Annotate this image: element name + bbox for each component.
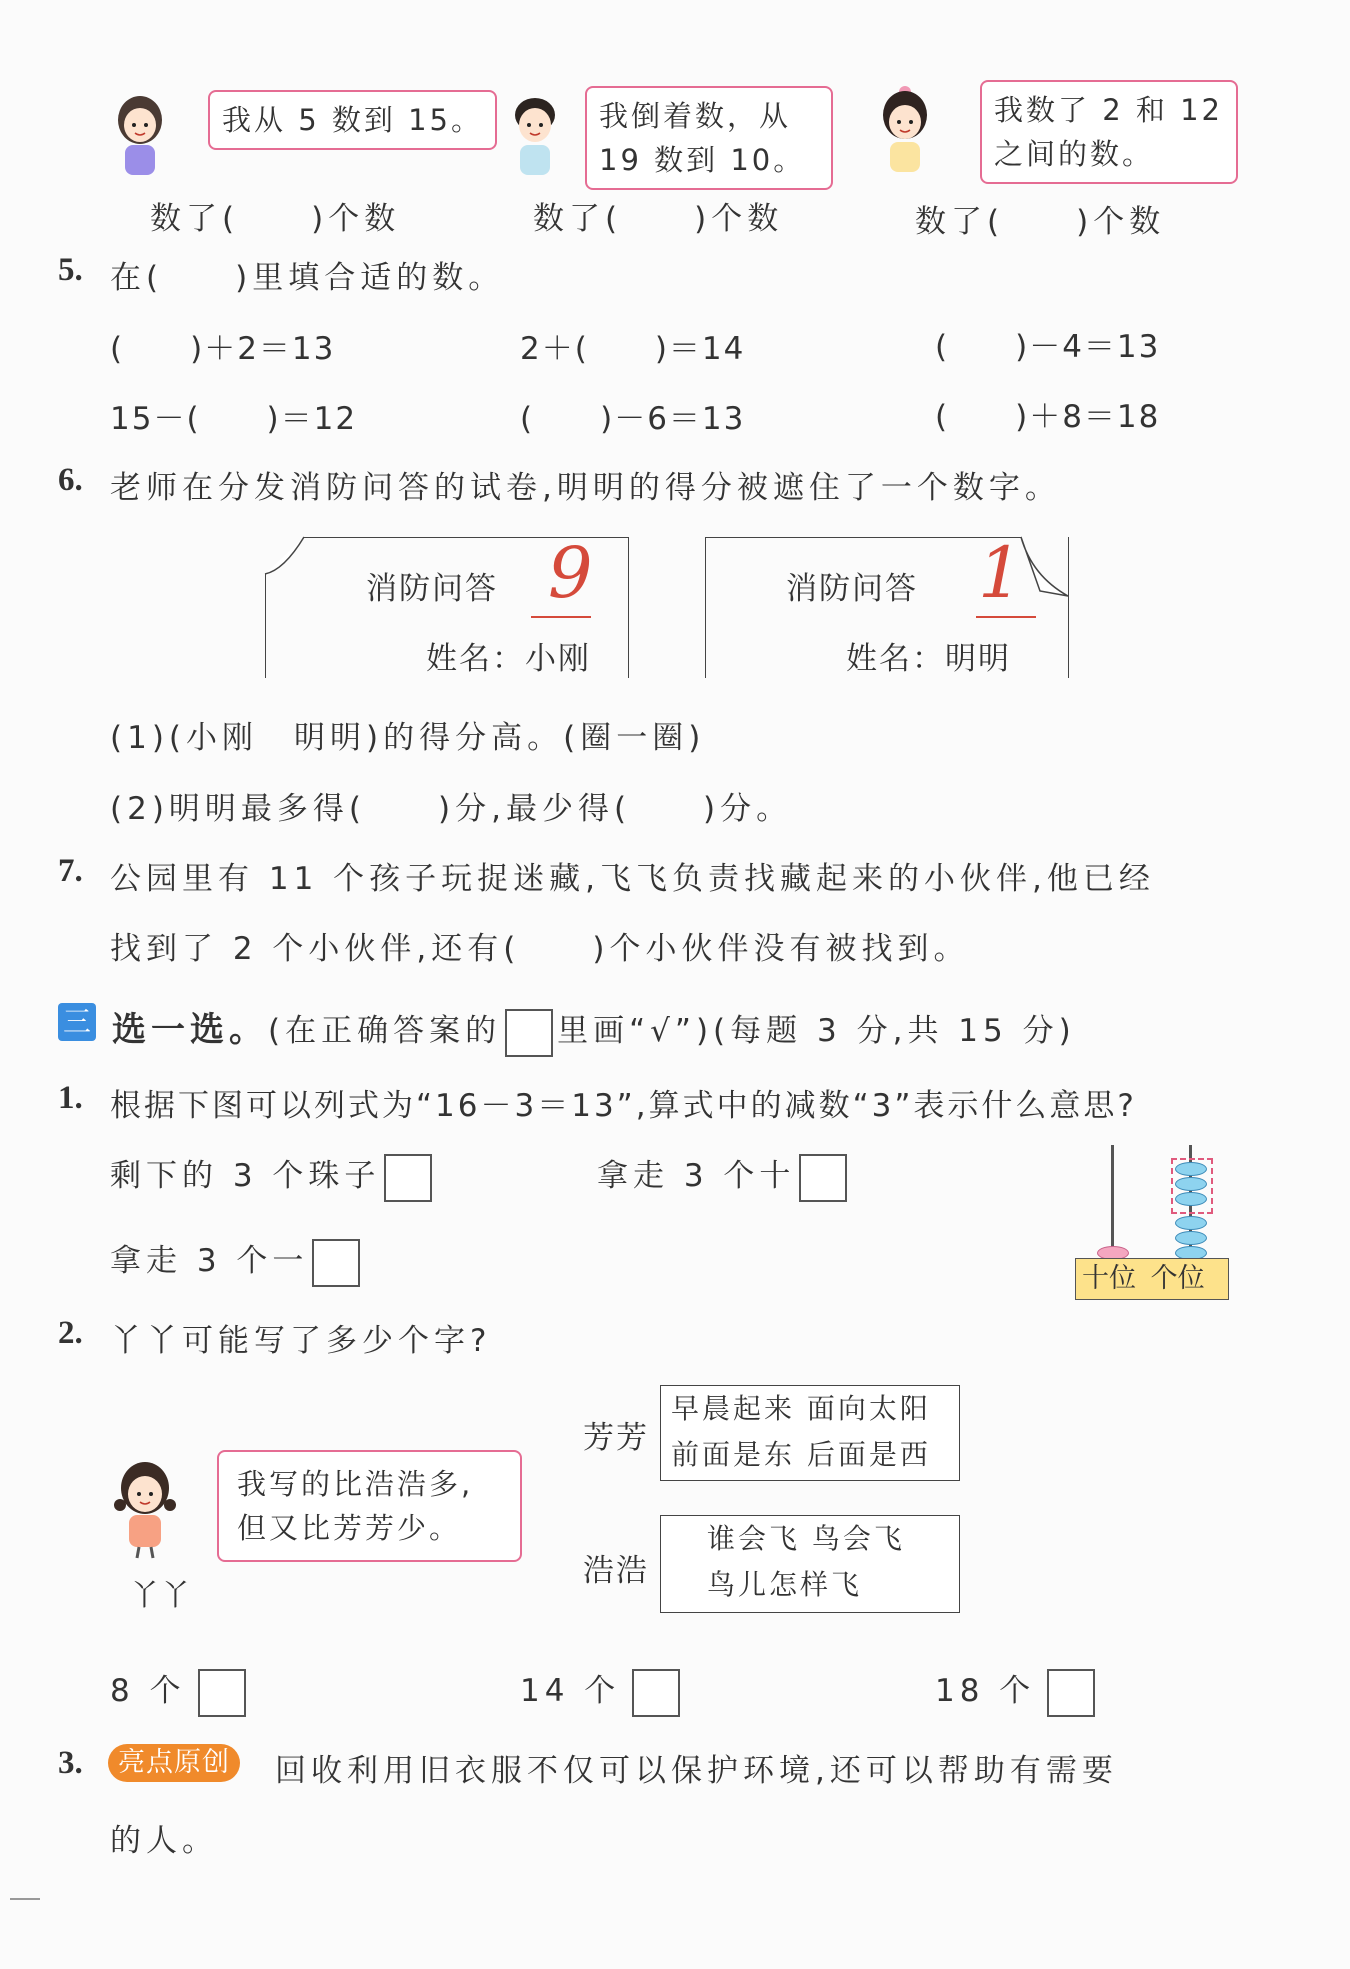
kid1-speech-bubble	[208, 90, 497, 150]
s3q2-option-2-label: 14 个	[520, 1673, 621, 1709]
abacus-ones-label: 个位	[1150, 1263, 1205, 1294]
s3q1-option-3	[110, 1235, 360, 1287]
kid3-speech-bubble	[980, 80, 1238, 184]
s3q1-number: 1.	[58, 1080, 83, 1116]
s3q3-line1: 回收利用旧衣服不仅可以保护环境,还可以帮助有需要	[275, 1753, 1118, 1789]
section3-heading	[112, 1002, 1076, 1057]
answer-box-sample	[505, 1009, 553, 1057]
s3q1-option-3-label: 拿走 3 个一	[110, 1243, 309, 1279]
boy-figure	[500, 85, 570, 180]
abacus-base-labels	[1075, 1258, 1229, 1300]
s3q2-option-2	[520, 1665, 680, 1717]
s3q2-option-3-label: 18 个	[935, 1673, 1036, 1709]
section3-instruction-a: (在正确答案的	[268, 1013, 502, 1049]
original-highlight-tag-text: 亮点原创	[118, 1747, 230, 1778]
s3q2-number: 2.	[58, 1315, 83, 1351]
test-paper-xiaogang	[265, 532, 629, 678]
abacus	[1075, 1140, 1235, 1300]
s3q1-option-2-label: 拿走 3 个十	[597, 1158, 796, 1194]
yaya-speech-line-2: 但又比芳芳少。	[237, 1511, 462, 1545]
q6-sub2: (2)明明最多得( )分,最少得( )分。	[110, 791, 793, 827]
test-paper-mingming	[705, 532, 1069, 678]
q5-eq-3: ( )－4＝13	[935, 329, 1161, 365]
s3q1-text: 根据下图可以列式为“16－3＝13”,算式中的减数“3”表示什么意思?	[110, 1088, 1137, 1124]
q5-eq-1: ( )＋2＝13	[110, 331, 336, 367]
s3q1-option-3-checkbox[interactable]	[312, 1239, 360, 1287]
s3q2-option-2-checkbox[interactable]	[632, 1669, 680, 1717]
s3q1-option-1-checkbox[interactable]	[384, 1154, 432, 1202]
paper2-score: 1	[978, 532, 1023, 614]
s3q3-number: 3.	[58, 1745, 83, 1781]
hao-line-1: 谁会飞 鸟会飞	[707, 1522, 905, 1555]
fang-line-1: 早晨起来 面向太阳	[671, 1392, 931, 1425]
abacus-ones-bead-1	[1175, 1162, 1207, 1176]
section3-instruction-b: 里画“√”)(每题 3 分,共 15 分)	[557, 1013, 1076, 1049]
section3-badge-text: 三	[62, 1005, 91, 1038]
page-corner-mark	[10, 1898, 40, 1900]
paper2-name: 姓名：明明	[846, 641, 1011, 677]
abacus-ones-bead-3	[1175, 1192, 1207, 1206]
kid3-speech-line2: 之间的数。	[994, 137, 1155, 171]
abacus-tens-rod	[1111, 1145, 1114, 1255]
s3q1-option-2	[597, 1150, 847, 1202]
abacus-tens-label: 十位	[1082, 1263, 1136, 1294]
s3q1-option-2-checkbox[interactable]	[799, 1154, 847, 1202]
q5-text: 在( )里填合适的数。	[110, 260, 505, 296]
kid1-answer-line: 数了( )个数	[150, 201, 401, 237]
paper1-title: 消防问答	[366, 571, 498, 607]
section3-badge	[58, 1003, 96, 1041]
q6-number: 6.	[58, 462, 83, 498]
s3q2-option-3	[935, 1665, 1095, 1717]
girl-figure-2	[870, 80, 940, 175]
kid1-speech: 我从 5 数到 15。	[222, 103, 484, 137]
q7-line1: 公园里有 11 个孩子玩捉迷藏,飞飞负责找藏起来的小伙伴,他已经	[110, 861, 1155, 897]
fang-line-2: 前面是东 后面是西	[671, 1438, 931, 1471]
kid3-answer-line: 数了( )个数	[915, 204, 1166, 240]
paper1-score: 9	[548, 532, 593, 614]
kid2-speech-bubble	[585, 86, 833, 190]
paper2-score-underline	[976, 616, 1036, 618]
hao-label: 浩浩	[583, 1553, 649, 1589]
original-highlight-tag	[108, 1744, 240, 1782]
q5-eq-6: ( )＋8＝18	[935, 399, 1161, 435]
q6-text: 老师在分发消防问答的试卷,明明的得分被遮住了一个数字。	[110, 470, 1061, 506]
section3-title: 选一选。	[112, 1010, 268, 1050]
hao-line-2: 鸟儿怎样飞	[707, 1568, 863, 1601]
s3q2-option-1-checkbox[interactable]	[198, 1669, 246, 1717]
s3q1-option-1-label: 剩下的 3 个珠子	[110, 1158, 381, 1194]
yaya-speech-bubble	[217, 1450, 522, 1562]
girl-figure-1	[105, 85, 175, 180]
paper2-folded-corner	[1020, 536, 1070, 606]
q7-line2: 找到了 2 个小伙伴,还有( )个小伙伴没有被找到。	[110, 931, 970, 967]
abacus-ones-bead-4	[1175, 1216, 1207, 1230]
s3q2-option-1-label: 8 个	[110, 1673, 186, 1709]
paper1-name: 姓名：小刚	[426, 641, 591, 677]
yaya-name: 丫丫	[130, 1578, 193, 1612]
paper2-title: 消防问答	[786, 571, 918, 607]
yaya-figure	[105, 1450, 185, 1560]
kid2-speech-line2: 19 数到 10。	[599, 143, 806, 177]
fang-writing-box	[660, 1385, 960, 1481]
s3q1-option-1	[110, 1150, 432, 1202]
yaya-speech-line-1: 我写的比浩浩多,	[237, 1467, 474, 1501]
s3q2-option-3-checkbox[interactable]	[1047, 1669, 1095, 1717]
kid2-speech-line1: 我倒着数，从	[599, 99, 792, 133]
q5-eq-2: 2＋( )＝14	[520, 331, 746, 367]
q5-eq-5: ( )－6＝13	[520, 401, 746, 437]
abacus-ones-bead-2	[1175, 1177, 1207, 1191]
hao-writing-box	[660, 1515, 960, 1613]
s3q3-line2: 的人。	[110, 1823, 218, 1859]
q7-number: 7.	[58, 853, 83, 889]
s3q2-text: 丫丫可能写了多少个字?	[110, 1323, 492, 1359]
kid3-speech-line1: 我数了 2 和 12	[994, 93, 1224, 127]
paper1-folded-corner	[264, 536, 314, 576]
abacus-ones-bead-5	[1175, 1231, 1207, 1245]
s3q2-option-1	[110, 1665, 246, 1717]
q6-sub1: (1)(小刚 明明)的得分高。(圈一圈)	[110, 720, 706, 756]
q5-eq-4: 15－( )＝12	[110, 401, 358, 437]
q5-number: 5.	[58, 252, 83, 288]
fang-label: 芳芳	[583, 1420, 649, 1456]
paper1-score-underline	[531, 616, 591, 618]
kid2-answer-line: 数了( )个数	[533, 201, 784, 237]
